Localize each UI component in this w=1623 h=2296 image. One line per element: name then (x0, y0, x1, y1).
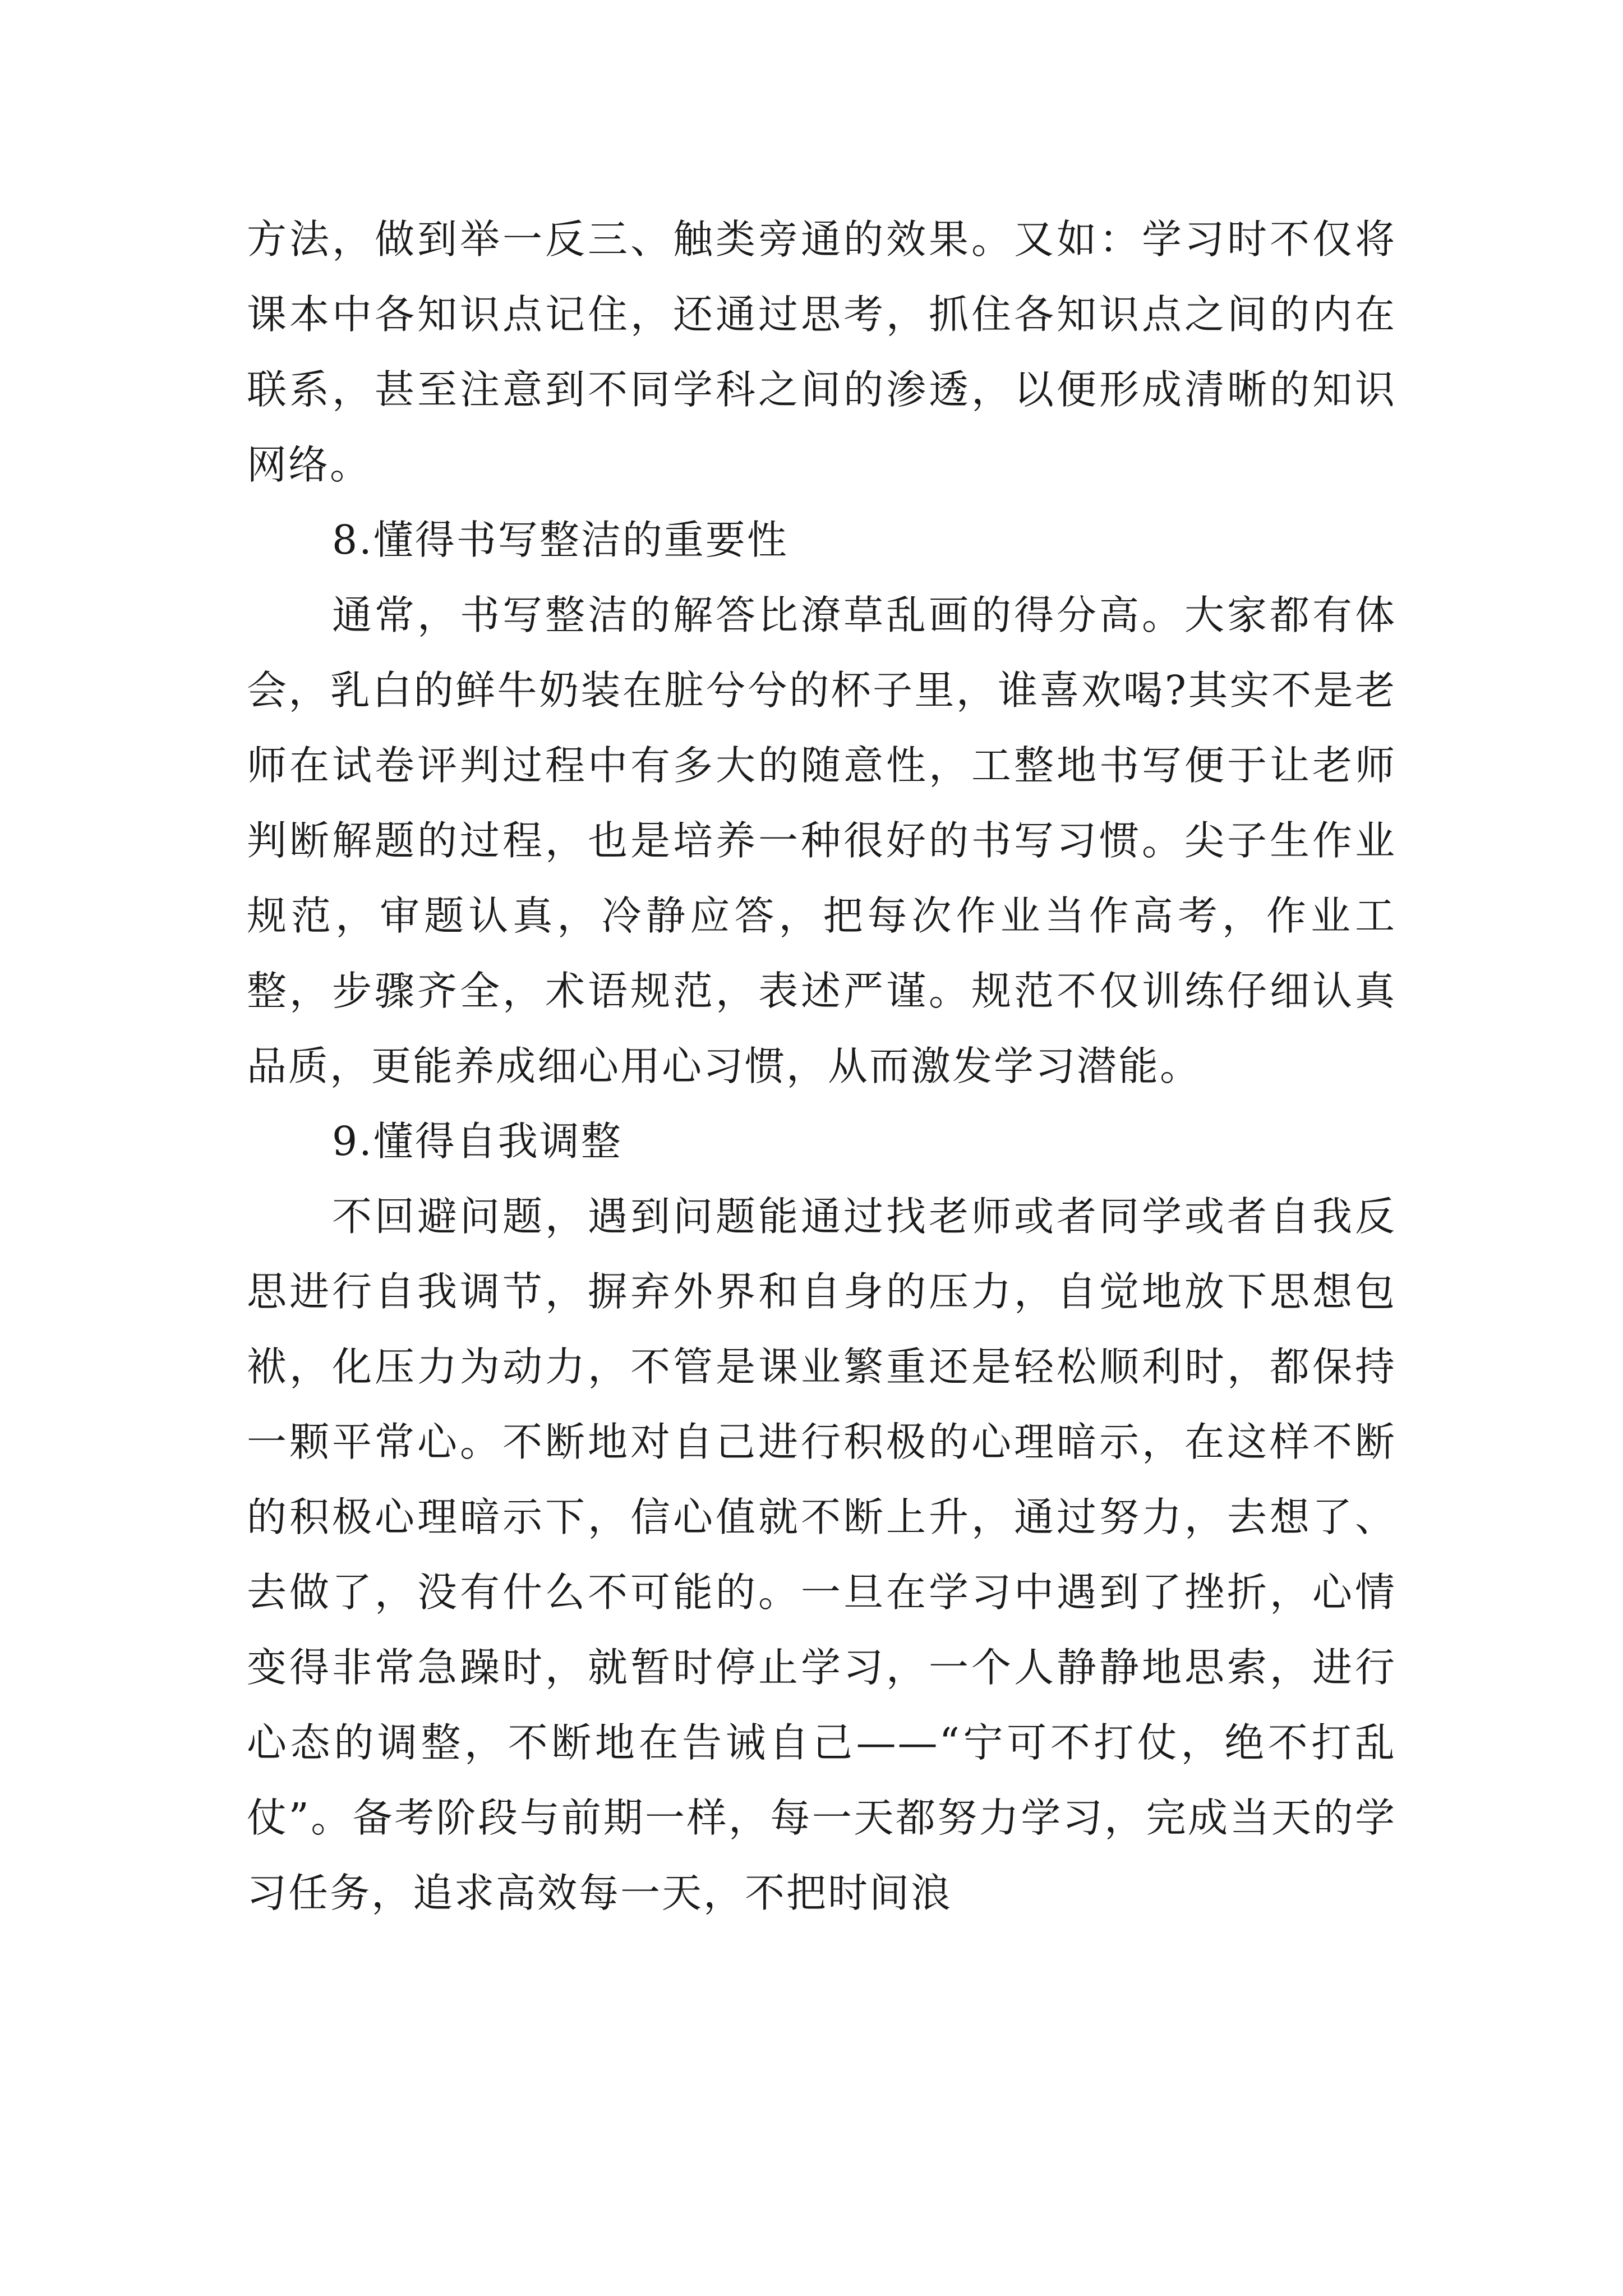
paragraph-continuation: 方法，做到举一反三、触类旁通的效果。又如：学习时不仅将课本中各知识点记住，还通过思考，抓住各知识点之间的内在联系，甚至注意到不同学科之间的渗透，以便形成清晰的知识网络。 (247, 216, 1396, 488)
paragraph-handwriting: 通常，书写整洁的解答比潦草乱画的得分高。大家都有体会，乳白的鲜牛奶装在脏兮兮的杯子里，谁喜欢喝?其实不是老师在试卷评判过程中有多大的随意性，工整地书写便于让老师判断解题的过程，也是培养一种很好的书写习惯。尖子生作业规范，审题认真，冷静应答，把每次作业当作高考，作业工整，步骤齐全，术语规范，表述严谨。规范不仅训练仔细认真品质，更能养成细心用心习惯，从而激发学习潜能。 (247, 592, 1396, 1089)
document-body (247, 202, 1396, 1931)
paragraph-self-adjustment: 不回避问题，遇到问题能通过找老师或者同学或者自我反思进行自我调节，摒弃外界和自身的压力，自觉地放下思想包袱，化压力为动力，不管是课业繁重还是轻松顺利时，都保持一颗平常心。不断地对自己进行积极的心理暗示，在这样不断的积极心理暗示下，信心值就不断上升，通过努力，去想了、去做了，没有什么不可能的。一旦在学习中遇到了挫折，心情变得非常急躁时，就暂时停止学习，一个人静静地思索，进行心态的调整，不断地在告诫自己——“宁可不打仗，绝不打乱仗”。备考阶段与前期一样，每一天都努力学习，完成当天的学习任务，追求高效每一天，不把时间浪 (247, 1193, 1396, 1916)
section-heading-9: 9.懂得自我调整 (332, 1118, 623, 1165)
section-heading-8: 8.懂得书写整洁的重要性 (332, 517, 789, 563)
